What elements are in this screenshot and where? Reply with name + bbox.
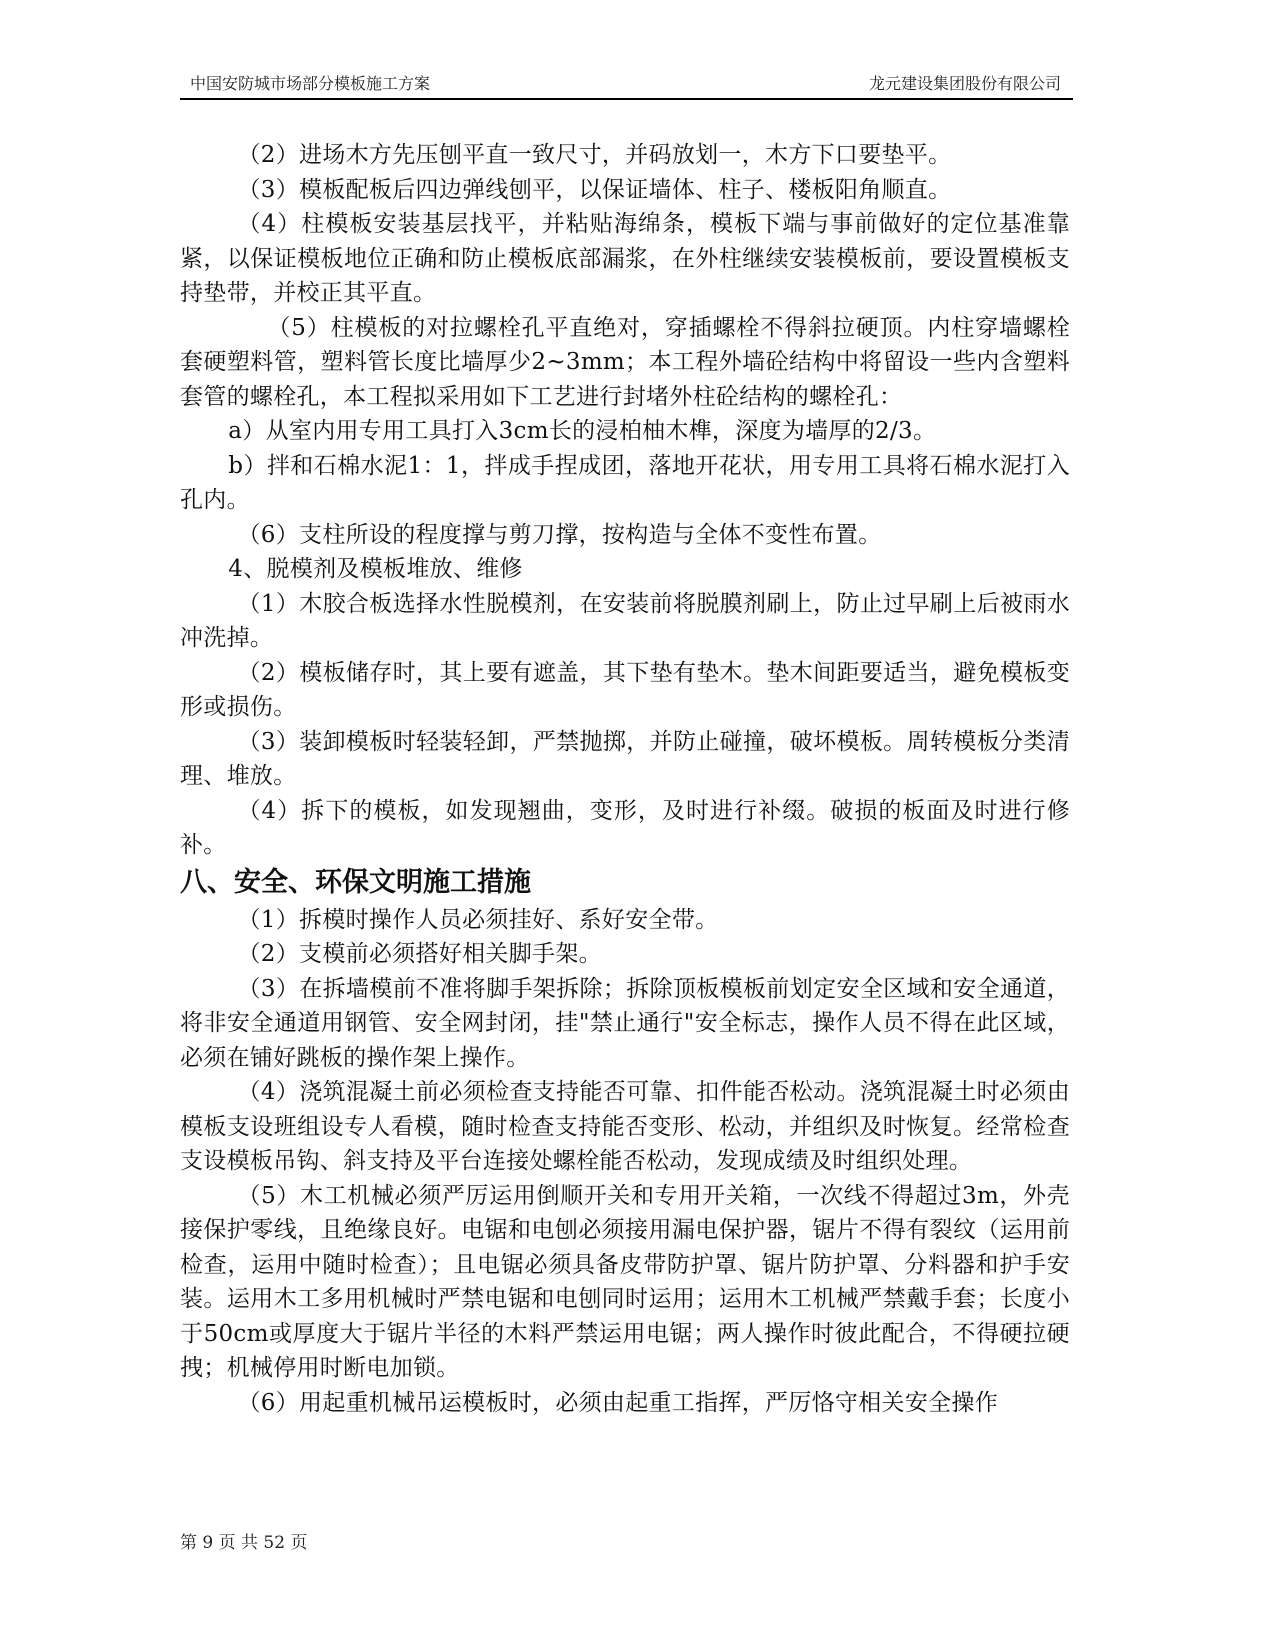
paragraph-item: a）从室内用专用工具打入3cm长的浸柏柚木榫，深度为墙厚的2/3。: [228, 418, 937, 444]
paragraph-item: （3）在拆墙模前不准将脚手架拆除；拆除顶板模板前划定安全区域和安全通道，将非安全通道用钢管、安全网封闭，挂"禁止通行"安全标志，操作人员不得在此区域，必须在铺好跳板的操作架上操作。: [180, 975, 1070, 1071]
paragraph-item: （4）拆下的模板，如发现翘曲，变形，及时进行补缀。破损的板面及时进行修补。: [180, 797, 1070, 858]
paragraph-item: （2）进场木方先压刨平直一致尺寸，并码放划一，木方下口要垫平。: [237, 142, 952, 168]
paragraph-item: （6）用起重机械吊运模板时，必须由起重工指挥，严厉恪守相关安全操作: [237, 1389, 999, 1416]
page-header: [180, 72, 1073, 100]
page-number: 第 9 页 共 52 页: [180, 1533, 308, 1553]
header-document-title: 中国安防城市场部分模板施工方案: [190, 74, 431, 93]
paragraph-item: （1）木胶合板选择水性脱模剂，在安装前将脱膜剂刷上，防止过早刷上后被雨水冲洗掉。: [180, 590, 1070, 651]
paragraph-item: （3）装卸模板时轻装轻卸，严禁抛掷，并防止碰撞，破坏模板。周转模板分类清理、堆放。: [180, 728, 1070, 789]
paragraph-item: （1）拆模时操作人员必须挂好、系好安全带。: [237, 906, 719, 933]
paragraph-item: （4）浇筑混凝土前必须检查支持能否可靠、扣件能否松动。浇筑混凝土时必须由模板支设班组设专人看模，随时检查支持能否变形、松动，并组织及时恢复。经常检查支设模板吊钩、斜支持及平台连接处螺栓能否松动，发现成绩及时组织处理。: [180, 1079, 1070, 1174]
document-body: [180, 138, 1070, 1420]
paragraph-item: （5）木工机械必须严厉运用倒顺开关和专用开关箱，一次线不得超过3m，外壳接保护零线，且绝缘良好。电锯和电刨必须接用漏电保护器，锯片不得有裂纹（运用前检查，运用中随时检查）；且电锯必须具备皮带防护罩、锯片防护罩、分料器和护手安装。运用木工多用机械时严禁电锯和电刨同时运用；运用木工机械严禁戴手套；长度小于50cm或厚度大于锯片半径的木料严禁运用电锯；两人操作时彼此配合，不得硬拉硬拽；机械停用时断电加锁。: [180, 1182, 1070, 1381]
paragraph-item: （3）模板配板后四边弹线刨平，以保证墙体、柱子、楼板阳角顺直。: [237, 176, 952, 203]
paragraph-item: （4）柱模板安装基层找平，并粘贴海绵条，模板下端与事前做好的定位基准靠紧，以保证模板地位正确和防止模板底部漏浆，在外柱继续安装模板前，要设置模板支持垫带，并校正其平直。: [180, 211, 1070, 306]
paragraph-item: （2）模板储存时，其上要有遮盖，其下垫有垫木。垫木间距要适当，避免模板变形或损伤。: [180, 659, 1070, 720]
section-heading: 八、安全、环保文明施工措施: [180, 866, 531, 898]
subsection-title: 4、脱模剂及模板堆放、维修: [228, 556, 523, 582]
paragraph-item: （2）支模前必须搭好相关脚手架。: [237, 941, 602, 967]
paragraph-item: （6）支柱所设的程度撑与剪刀撑，按构造与全体不变性布置。: [237, 521, 882, 548]
paragraph-item: b）拌和石棉水泥1：1，拌成手捏成团，落地开花状，用专用工具将石棉水泥打入孔内。: [180, 452, 1070, 513]
header-company-name: 龙元建设集团股份有限公司: [868, 74, 1061, 93]
paragraph-item: （5）柱模板的对拉螺栓孔平直绝对，穿插螺栓不得斜拉硬顶。内柱穿墙螺栓套硬塑料管，塑料管长度比墙厚少2~3mm；本工程外墙砼结构中将留设一些内含塑料套管的螺栓孔，本工程拟采用如下工艺进行封堵外柱砼结构的螺栓孔：: [180, 314, 1070, 410]
